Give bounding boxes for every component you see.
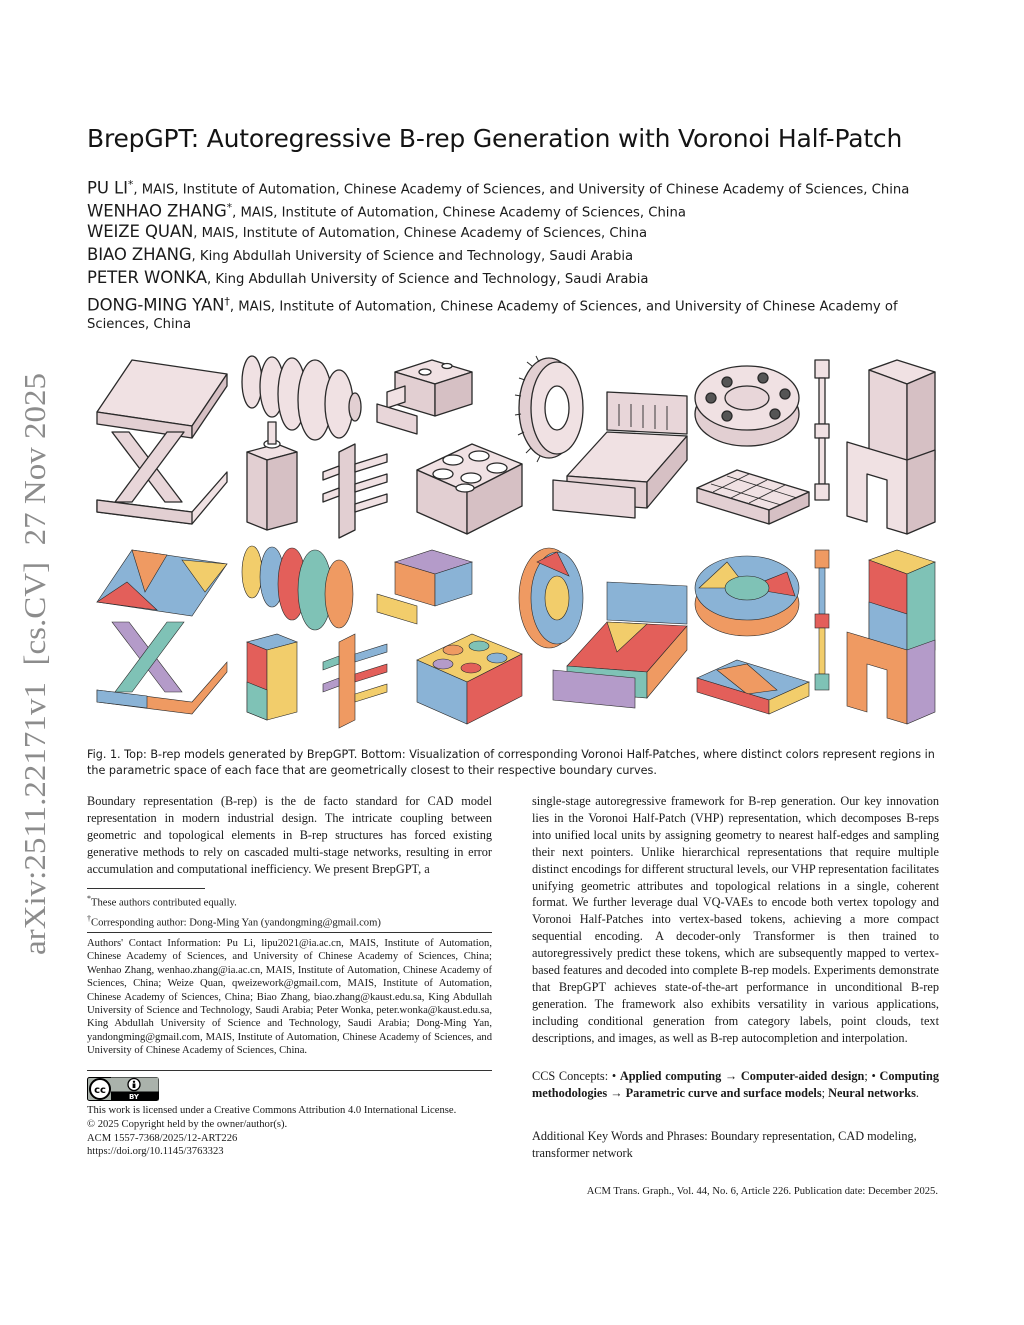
author-affiliation: , King Abdullah University of Science and Technology, Saudi Arabia [191,249,634,264]
vhp-x-table [97,550,227,714]
contact-rule [87,932,492,933]
vhp-bracket [377,550,472,624]
author-name: PU LI [87,178,128,198]
footnotes [87,891,492,930]
ccs-concept-3: Neural networks [828,1085,916,1100]
ccs-concept-1: Applied computing → Computer-aided design [619,1069,865,1083]
brep-model-chair [847,360,935,534]
brep-model-flange [695,366,799,446]
copyright-notice: © 2025 Copyright held by the owner/author(s). [87,1118,288,1130]
vhp-stacked-discs [242,546,353,630]
teaser-figure [87,352,939,738]
vhp-lego-brick [417,634,522,724]
vhp-gear [519,548,583,648]
author-name: PETER WONKA [87,268,207,287]
brep-model-gear [515,356,583,462]
brep-model-shelf [323,444,387,538]
footnote-rule [87,888,205,889]
author-affiliation: , MAIS, Institute of Automation, Chinese Academy of Sciences, and University of Chinese Academy of Sciences, China [133,182,910,198]
author-name: WEIZE QUAN [87,222,194,241]
acm-identifier: ACM 1557-7368/2025/12-ART226 [87,1132,238,1144]
brep-model-x-table [97,360,227,524]
brep-model-rod [815,360,829,500]
brep-model-cylinder-block [247,422,297,530]
vhp-shelf [323,634,387,728]
vhp-cylinder-block [247,634,297,720]
ccs-concepts: CCS Concepts: • Applied computing → Computer-aided design; • Computing methodologies → Parametric curve and surface models; Neural networks. [532,1069,939,1100]
vhp-flange [695,556,799,636]
author-affiliation: , King Abdullah University of Science and Technology, Saudi Arabia [206,272,649,287]
author-mark: * [226,201,233,214]
brep-model-row [97,356,935,538]
doi-link[interactable]: https://doi.org/10.1145/3763323 [87,1146,224,1158]
license-statement: This work is licensed under a Creative Commons Attribution 4.0 International License. [87,1105,457,1116]
authors-contact-information: Authors' Contact Information: Pu Li, lipu2021@ia.ac.cn, MAIS, Institute of Automation, Chinese Academy of Sciences, and University of Chinese Academy of Sciences, China; Wenhao Zhang, wenhao.zhang@ia.ac.cn, MAIS, Institute of Automation, Chinese Academy of Sciences, China; Weize Quan, qweizework@gmail.com, MAIS, Institute of Automation, Chinese Academy of Sciences, China; Biao Zhang, biao.zhang@kaust.edu.sa, King Abdullah University of Science and Technology, Saudi Arabia; Peter Wonka, peter.wonka@kaust.edu.sa, King Abdullah University of Science and Technology, Saudi Arabia; Dong-Ming Yan, yandongming@gmail.com, MAIS, Institute of Automation, Chinese Academy of Sciences, and University of Chinese Academy of Sciences, China. [87,938,492,1057]
license-block [87,1104,497,1159]
brep-model-tray [697,470,809,524]
creative-commons-by-badge [87,1077,159,1106]
brep-model-bracket [377,360,472,434]
figure-caption: Fig. 1. Top: B-rep models generated by BrepGPT. Bottom: Visualization of corresponding Voronoi Half-Patches, where distinct colors represent regions in the parametric space of each face that are geometrically closest to their respective boundary curves. [87,748,935,777]
author-name: WENHAO ZHANG [87,201,227,221]
abstract-left-column: Boundary representation (B-rep) is the de facto standard for CAD model representation in modern industrial design. The intricate coupling between geometric and topological elements in B-rep structures has forced existing generative methods to rely on cascaded multi-stage networks, resulting in error accumulation and computational inefficiency. We present BrepGPT, a [87,794,492,876]
vhp-chair [847,550,935,724]
ccs-concept-2: Computing methodologies → Parametric curve and surface models [532,1069,939,1100]
vhp-tray [697,660,809,714]
brep-model-stacked-discs [242,356,361,440]
brep-model-lego-brick [417,444,522,534]
footnote-equal-contribution: *These authors contributed equally. [87,894,237,909]
license-rule [87,1070,492,1071]
voronoi-half-patch-row [97,546,935,728]
author-mark: † [224,295,230,308]
vhp-rod [815,550,829,690]
author-affiliation: , MAIS, Institute of Automation, Chinese Academy of Sciences, and University of Chinese Academy of [229,299,898,315]
paper-title: BrepGPT: Autoregressive B-rep Generation with Voronoi Half-Patch [87,124,903,153]
author-line-4 [87,243,947,268]
abstract-right-column: single-stage autoregressive framework for B-rep generation. Our key innovation lies in the Voronoi Half-Patch (VHP) representation, which decomposes B-reps into unified local units by assigning geometry to nearest half-edges and sampling their next pointers. Unlike hierarchical representations that require multiple distinct encodings for different structural levels, our VHP representation facilitates unifying geometric attributes and topological relations in a single, coherent format. We further leverage dual VQ-VAEs to encode both vertex topology and Voronoi Half-Patches into vertex-based tokens, achieving a more compact sequential encoding. A decoder-only Transformer is then trained to autoregressively predict these tokens, which are subsequently mapped to vertex-based features and decoded into complete B-rep models. Experiments demonstrate that BrepGPT achieves state-of-the-art performance in unconditional B-rep generation. The framework also exhibits versatility in various applications, including conditional generation from category labels, point clouds, text descriptions, and images, as well as B-rep autocompletion and interpolation. [532,794,939,1045]
author-name: DONG-MING YAN [87,295,225,315]
additional-keywords: Additional Key Words and Phrases: Boundary representation, CAD modeling, transformer network [532,1129,917,1160]
author-name: BIAO ZHANG [87,245,192,264]
arxiv-identifier-stamp [12,372,56,958]
author-line-5 [87,266,947,291]
svg-text:cc: cc [94,1085,106,1096]
arxiv-identifier-text: arXiv:2511.22171v1 [cs.CV] 27 Nov 2025 [17,408,52,955]
teaser-figure-graphic [87,352,939,738]
author-line-3 [87,220,947,245]
cc-badge-label: BY [128,1093,140,1101]
author-affiliation: , MAIS, Institute of Automation, Chinese Academy of Sciences, China [193,226,648,241]
footnote-corresponding-author: †Corresponding author: Dong-Ming Yan (yandongming@gmail.com) [87,913,381,929]
author-mark: * [127,178,134,191]
author-affiliation: , MAIS, Institute of Automation, Chinese Academy of Sciences, China [232,205,686,221]
running-footer: ACM Trans. Graph., Vol. 44, No. 6, Article 226. Publication date: December 2025. [586,1186,938,1197]
author-line-6-cont: Sciences, China [87,317,192,332]
